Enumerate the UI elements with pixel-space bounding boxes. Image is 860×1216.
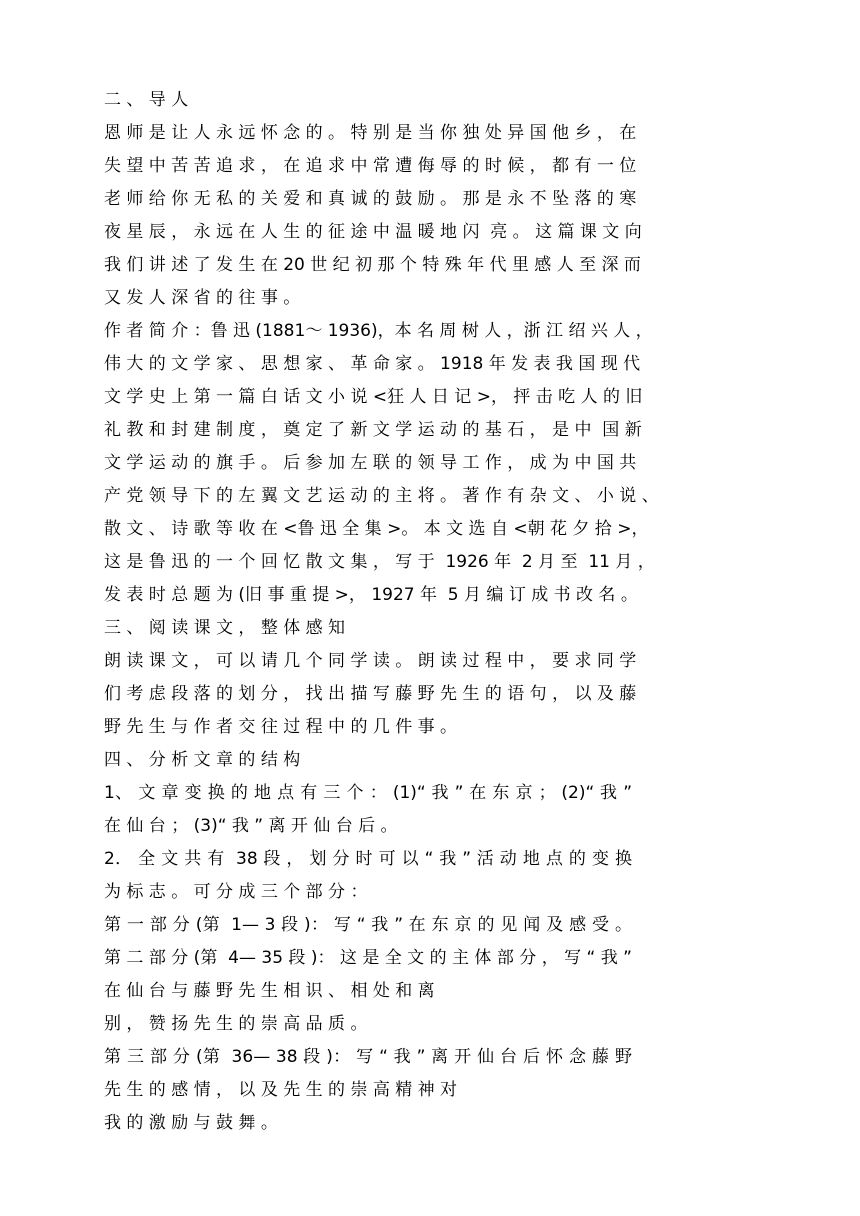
paragraph-line: 野 先 生 与 作 者 交 往 过 程 中 的 几 件 事 。	[104, 717, 458, 737]
author-bio-line: 文 学 运 动 的 旗 手 。 后 参 加 左 联 的 领 导 工 作 ， 成 为 中 国 共	[104, 453, 637, 473]
part-two-line: 在 仙 台 与 藤 野 先 生 相 识 、 相 处 和 离	[104, 981, 435, 1001]
structure-item-line: 2． 全 文 共 有 38 段 ， 划 分 时 可 以 “ 我 ” 活 动 地 点 的 变 换	[104, 849, 632, 869]
author-bio-line: 文 学 史 上 第 一 篇 白 话 文 小 说 <狂 人 日 记 >， 抨 击 吃 人 的 旧	[104, 387, 643, 407]
part-three-line: 先 生 的 感 情 ， 以 及 先 生 的 崇 高 精 神 对	[104, 1080, 458, 1100]
author-bio-line: 这 是 鲁 迅 的 一 个 回 忆 散 文 集 ， 写 于 1926 年 2 月 至 11 月 ，	[104, 552, 655, 572]
paragraph-line: 失 望 中 苦 苦 追 求 ， 在 追 求 中 常 遭 侮 辱 的 时 候 ， 都 有 一 位	[104, 156, 637, 176]
paragraph-line: 我 们 讲 述 了 发 生 在 20 世 纪 初 那 个 特 殊 年 代 里 感 人 至 深 而	[104, 255, 641, 275]
author-bio-line: 产 党 领 导 下 的 左 翼 文 艺 运 动 的 主 将 。 著 作 有 杂 文 、 小 说 、	[104, 486, 659, 506]
part-two-line: 第 二 部 分 (第 4— 35 段 )： 这 是 全 文 的 主 体 部 分 ， 写 “ 我 ”	[104, 948, 632, 968]
structure-item-line: 在 仙 台 ； (3)“ 我 ” 离 开 仙 台 后 。	[104, 816, 398, 836]
structure-item-line: 为 标 志 。 可 分 成 三 个 部 分 ：	[104, 882, 368, 902]
paragraph-line: 老 师 给 你 无 私 的 关 爱 和 真 诚 的 鼓 励 。 那 是 永 不 坠 落 的 寒	[104, 189, 637, 209]
author-bio-line: 散 文 、 诗 歌 等 收 在 <鲁 迅 全 集 >。 本 文 选 自 <朝 花 夕 拾 >，	[104, 519, 649, 539]
part-three-line: 我 的 激 励 与 鼓 舞 。	[104, 1113, 278, 1133]
part-two-line: 别 ， 赞 扬 先 生 的 崇 高 品 质 。	[104, 1014, 368, 1034]
paragraph-line: 恩 师 是 让 人 永 远 怀 念 的 。 特 别 是 当 你 独 处 异 国 他 乡 ， 在	[104, 123, 637, 143]
author-bio-line: 作 者 简 介 ：鲁 迅 (1881～ 1936)，本 名 周 树 人 ，浙 江 绍 兴 人 ，	[104, 321, 653, 341]
structure-item-line: 1、 文 章 变 换 的 地 点 有 三 个 ： (1)“ 我 ” 在 东 京 ； (2)“ 我 ”	[104, 783, 632, 803]
section-heading-structure: 四 、 分 析 文 章 的 结 构	[104, 750, 301, 770]
paragraph-line: 又 发 人 深 省 的 往 事 。	[104, 288, 301, 308]
section-heading-intro: 二 、 导 人	[104, 90, 189, 110]
paragraph-line: 们 考 虑 段 落 的 划 分 ， 找 出 描 写 藤 野 先 生 的 语 句 ， 以 及 藤	[104, 684, 637, 704]
paragraph-line: 夜 星 辰 ， 永 远 在 人 生 的 征 途 中 温 暖 地 闪 亮 。 这 篇 课 文 向	[104, 222, 642, 242]
author-bio-line: 礼 教 和 封 建 制 度 ， 奠 定 了 新 文 学 运 动 的 基 石 ， 是 中 国 新	[104, 420, 642, 440]
author-bio-line: 伟 大 的 文 学 家 、 思 想 家 、 革 命 家 。 1918 年 发 表 我 国 现 代	[104, 354, 641, 374]
part-three-line: 第 三 部 分 (第 36— 38 段 )： 写 “ 我 ” 离 开 仙 台 后 怀 念 藤 野	[104, 1047, 632, 1067]
part-one-line: 第 一 部 分 (第 1— 3 段 )： 写 “ 我 ” 在 东 京 的 见 闻 及 感 受 。	[104, 915, 632, 935]
section-heading-reading: 三 、 阅 读 课 文 ， 整 体 感 知	[104, 618, 346, 638]
author-bio-line: 发 表 时 总 题 为 (旧 事 重 提 >， 1927 年 5 月 编 订 成 书 改 名 。	[104, 585, 638, 605]
paragraph-line: 朗 读 课 文 ， 可 以 请 几 个 同 学 读 。 朗 读 过 程 中 ， 要 求 同 学	[104, 651, 637, 671]
